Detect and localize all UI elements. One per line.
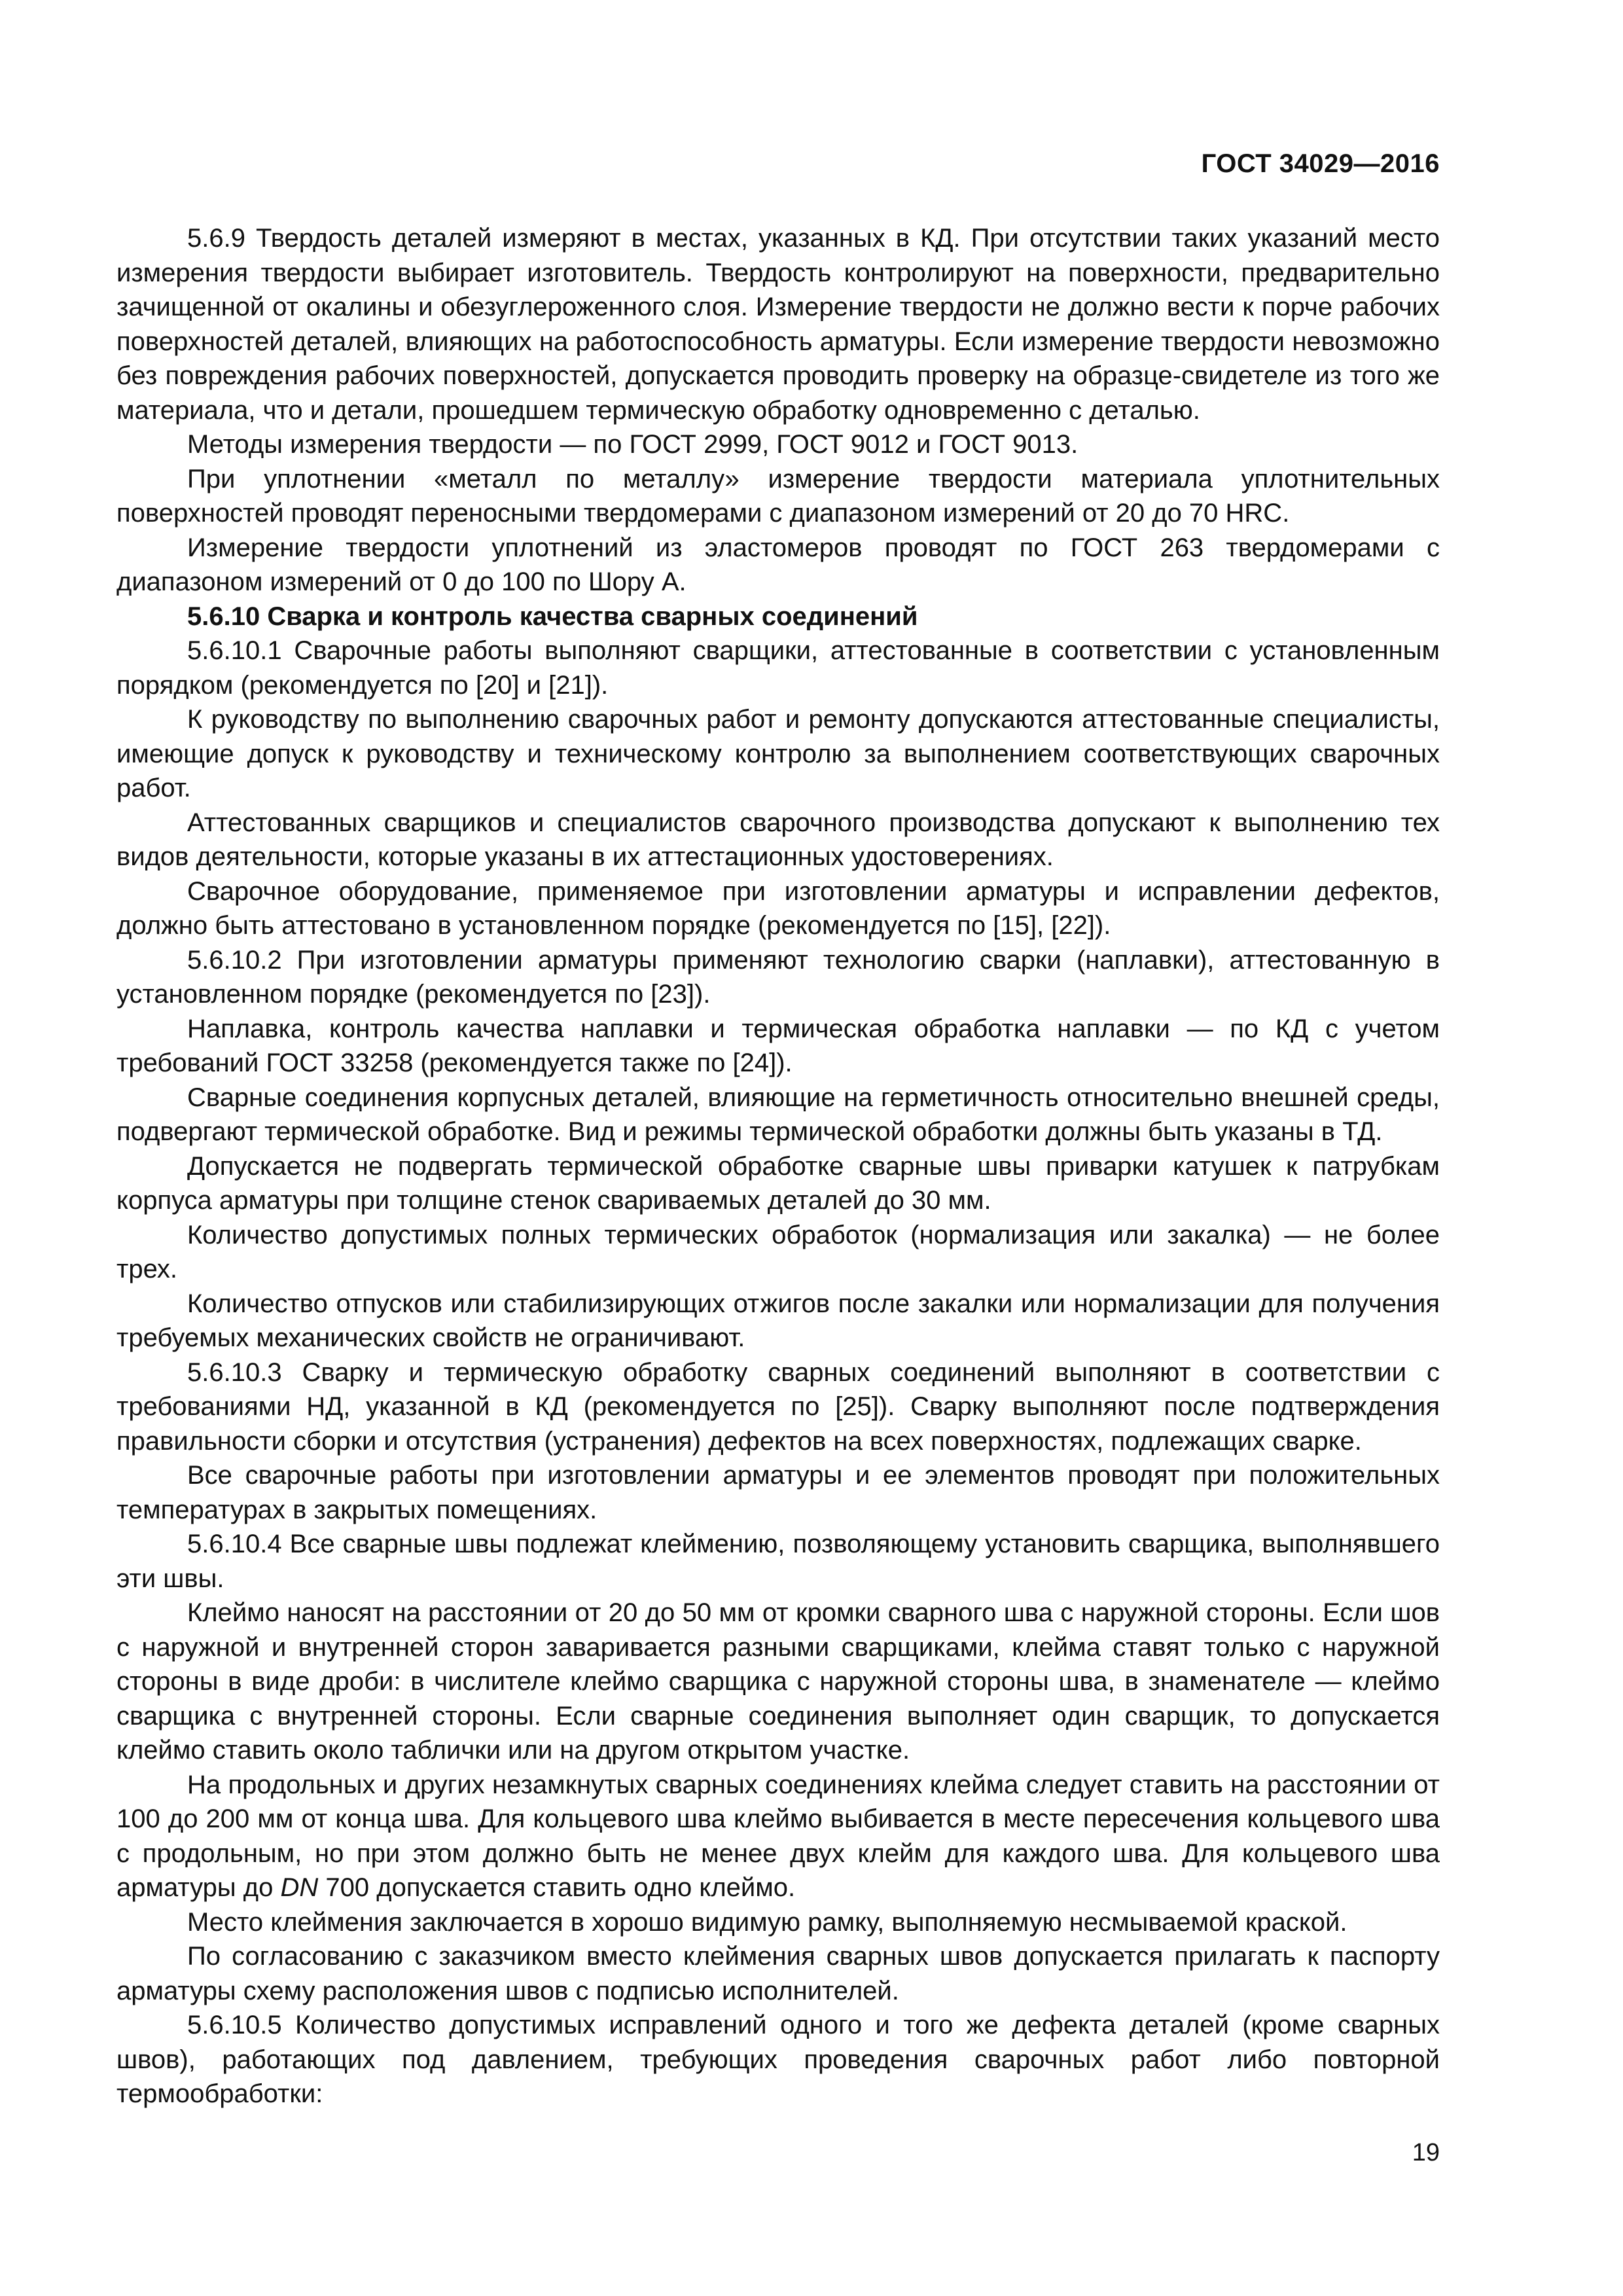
dn-symbol: DN xyxy=(280,1873,319,1902)
paragraph-seam-scheme: По согласованию с заказчиком вместо клеймения сварных швов допускается прилагать к паспорту арматуры схему расположения швов с подписью исполнителей. xyxy=(116,1942,1440,2005)
paragraph-5-6-10-1: 5.6.10.1 Сварочные работы выполняют сварщики, аттестованные в соответствии с установленным порядком (рекомендуется по [20] и [21]). xyxy=(116,636,1440,700)
paragraph-heat-treatment-count: Количество допустимых полных термических обработок (нормализация или закалка) — не более трех. xyxy=(116,1220,1440,1283)
document-body xyxy=(116,221,1440,2111)
page-header-standard-code: ГОСТ 34029—2016 xyxy=(1201,149,1440,178)
paragraph-heat-treatment: Сварные соединения корпусных деталей, влияющие на герметичность относительно внешней среды, подвергают термической обработке. Вид и режимы термической обработки должны быть указаны в ТД. xyxy=(116,1083,1440,1146)
paragraph-5-6-10-3: 5.6.10.3 Сварку и термическую обработку сварных соединений выполняют в соответствии с требованиями НД, указанной в КД (рекомендуется по [25]). Сварку выполняют после подтверждения правильности сборки и отсутствия (устранения) дефектов на всех поверхностях, подлежащих сварке. xyxy=(116,1357,1440,1456)
paragraph-5-6-10-4: 5.6.10.4 Все сварные швы подлежат клеймению, позволяющему установить сварщика, выполнявшего эти швы. xyxy=(116,1530,1440,1593)
paragraph-welding-supervision: К руководству по выполнению сварочных работ и ремонту допускаются аттестованные специалисты, имеющие допуск к руководству и техническому контролю за выполнением соответствующих сварочных работ. xyxy=(116,705,1440,802)
paragraph-stamp-placement: Клеймо наносят на расстоянии от 20 до 50 мм от кромки сварного шва с наружной стороны. Если шов с наружной и внутренней сторон заваривается разными сварщиками, клейма ставят только с наружной стороны в виде дроби: в числителе клеймо сварщика с наружной стороны шва, в знаменателе — клеймо сварщика с внутренней стороны. Если сварные соединения выполняет один сварщик, то допускается клеймо ставить около таблички или на другом открытом участке. xyxy=(116,1598,1440,1765)
paragraph-5-6-10-5: 5.6.10.5 Количество допустимых исправлений одного и того же дефекта деталей (кроме сварных швов), работающих под давлением, требующих проведения сварочных работ либо повторной термообработки: xyxy=(116,2011,1440,2108)
paragraph-5-6-10-2: 5.6.10.2 При изготовлении арматуры применяют технологию сварки (наплавки), аттестованную в установленном порядке (рекомендуется по [23]). xyxy=(116,945,1440,1009)
paragraph-welding-equipment: Сварочное оборудование, применяемое при изготовлении арматуры и исправлении дефектов, должно быть аттестовано в установленном порядке (рекомендуется по [15], [22]). xyxy=(116,876,1440,940)
paragraph-5-6-9: 5.6.9 Твердость деталей измеряют в местах, указанных в КД. При отсутствии таких указаний место измерения твердости выбирает изготовитель. Твердость контролируют на поверхности, предварительно зачищенной от окалины и обезуглероженного слоя. Измерение твердости не должно вести к порче рабочих поверхностей деталей, влияющих на работоспособность арматуры. Если измерение твердости невозможно без повреждения рабочих поверхностей, допускается проводить проверку на образце-свидетеле из того же материала, что и детали, прошедшем термическую обработку одновременно с деталью. xyxy=(116,224,1440,425)
section-heading-5-6-10: 5.6.10 Сварка и контроль качества сварных соединений xyxy=(187,601,918,631)
paragraph-cladding: Наплавка, контроль качества наплавки и термическая обработка наплавки — по КД с учетом требований ГОСТ 33258 (рекомендуется также по [24]). xyxy=(116,1014,1440,1077)
longitudinal-seams-text-end: 700 допускается ставить одно клеймо. xyxy=(325,1873,796,1902)
page-number: 19 xyxy=(1412,2139,1440,2166)
paragraph-elastomer-hardness: Измерение твердости уплотнений из эластомеров проводят по ГОСТ 263 твердомерами с диапазоном измерений от 0 до 100 по Шору А. xyxy=(116,533,1440,596)
longitudinal-seams-text: На продольных и других незамкнутых сварных соединениях клейма следует ставить на расстоянии от 100 до 200 мм от конца шва. Для кольцевого шва клеймо выбивается в месте пересечения кольцевого шва с продольным, но при этом должно быть не менее двух клейм для каждого шва. Для кольцевого шва арматуры до xyxy=(116,1770,1440,1902)
paragraph-positive-temperatures: Все сварочные работы при изготовлении арматуры и ее элементов проводят при положительных температурах в закрытых помещениях. xyxy=(116,1461,1440,1524)
paragraph-stamp-frame: Место клеймения заключается в хорошо видимую рамку, выполняемую несмываемой краской. xyxy=(187,1907,1347,1937)
paragraph-longitudinal-seams xyxy=(116,1768,1440,1905)
paragraph-hardness-methods: Методы измерения твердости — по ГОСТ 2999, ГОСТ 9012 и ГОСТ 9013. xyxy=(187,430,1079,459)
paragraph-certified-welders: Аттестованных сварщиков и специалистов сварочного производства допускают к выполнению тех видов деятельности, которые указаны в их аттестационных удостоверениях. xyxy=(116,808,1440,871)
paragraph-metal-seal-hardness: При уплотнении «металл по металлу» измерение твердости материала уплотнительных поверхностей проводят переносными твердомерами с диапазоном измерений от 20 до 70 HRC. xyxy=(116,464,1440,528)
paragraph-tempering-count: Количество отпусков или стабилизирующих отжигов после закалки или нормализации для получения требуемых механических свойств не ограничивают. xyxy=(116,1289,1440,1352)
paragraph-heat-treatment-exception: Допускается не подвергать термической обработке сварные швы приварки катушек к патрубкам корпуса арматуры при толщине стенок свариваемых деталей до 30 мм. xyxy=(116,1151,1440,1215)
